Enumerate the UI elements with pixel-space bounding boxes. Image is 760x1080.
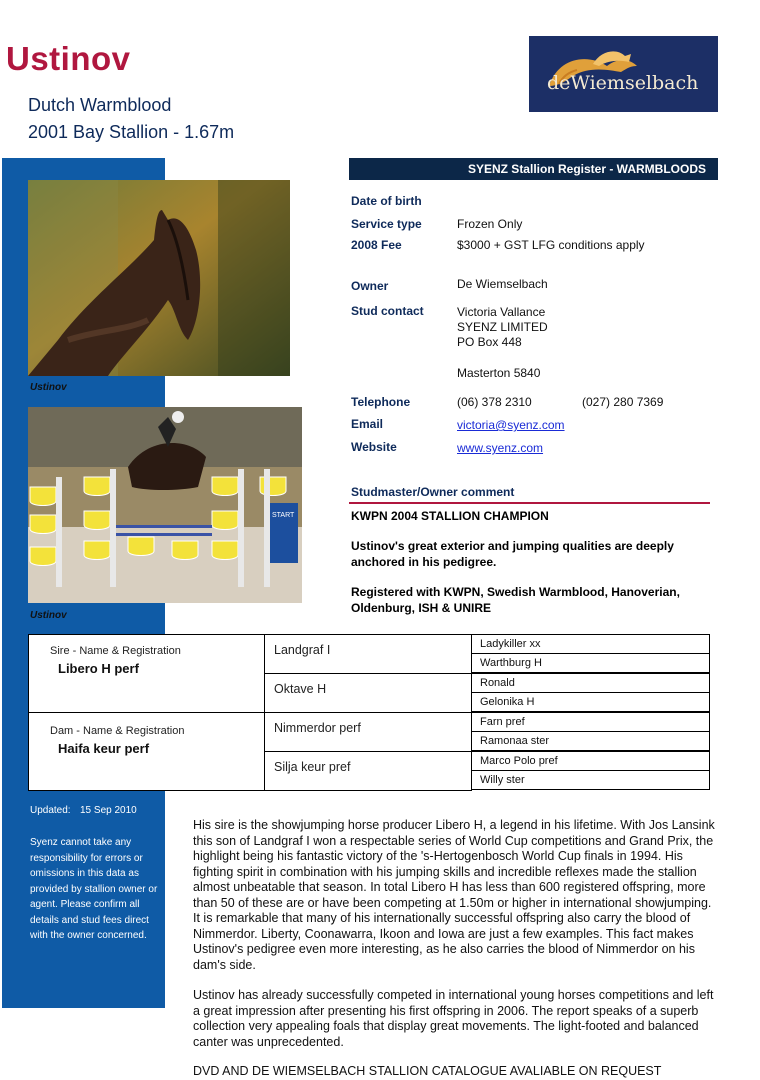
page-title: Ustinov — [6, 40, 131, 77]
email-link[interactable]: victoria@syenz.com — [457, 418, 565, 432]
horse-description: 2001 Bay Stallion - 1.67m — [28, 122, 235, 142]
fee-value: $3000 + GST LFG conditions apply — [457, 238, 645, 252]
register-banner — [349, 158, 718, 180]
great-grandparent-box — [471, 712, 710, 732]
great-grandparent-name: Willy ster — [480, 774, 525, 786]
great-grandparent-box — [471, 751, 710, 771]
sire-name: Libero H perf — [58, 661, 139, 676]
service-type-value: Frozen Only — [457, 217, 523, 231]
dam-label: Dam - Name & Registration — [50, 725, 185, 737]
jumping-photo — [28, 407, 302, 603]
comment-registrations: Registered with KWPN, Swedish Warmblood, Hanoverian, Oldenburg, ISH & UNIRE — [351, 585, 680, 615]
great-grandparent-name: Ladykiller xx — [480, 638, 541, 650]
great-grandparent-box — [471, 673, 710, 693]
grandparent-box — [264, 634, 472, 674]
mobile-value: (027) 280 7369 — [582, 395, 664, 409]
disclaimer-text: Syenz cannot take any responsibility for errors or omissions in this data as provided by stallion owner or agent. Please confirm all details and stud fees direct with the owner concerned. — [30, 837, 158, 941]
fee-label: 2008 Fee — [351, 238, 402, 252]
grandparent-name: Nimmerdor perf — [274, 721, 361, 735]
stud-contact-line: Masterton 5840 — [457, 366, 541, 380]
grandparent-box — [264, 673, 472, 713]
great-grandparent-box — [471, 634, 710, 654]
sire-box — [28, 634, 265, 713]
great-grandparent-box — [471, 653, 710, 673]
great-grandparent-box — [471, 731, 710, 751]
great-grandparent-box — [471, 692, 710, 712]
stud-contact-line — [457, 350, 548, 365]
stud-contact-line: PO Box 448 — [457, 335, 522, 349]
dam-name: Haifa keur perf — [58, 741, 150, 756]
body-paragraph: His sire is the showjumping horse producer Libero H, a legend in his lifetime. With Jos Lansink this son of Landgraf I won a respectable series of World Cup competitions and Grand Prix, the highlight being his fantastic victory of the 's-Hertogenbosch World Cup finals in 1994. His fighting spirit in combination with his jumping skills and incredible reflexes made the stallion almost unbeatable that season. In total Libero H has less than 600 registered offspring, more than 50 of these are or have been competing at 1.50m or higher in international showjumping. It is remarkable that many of his internationally successful offspring also carry the blood of Nimmerdor. Liberty, Coonawarra, Ikoon and Iowa are just a few examples. This fact makes Ustinov's pedigree even more interesting, as he also carries the blood of Nimmerdor on his dam's side. — [193, 818, 715, 972]
email-label: Email — [351, 417, 384, 431]
great-grandparent-name: Ronald — [480, 677, 515, 689]
stud-contact-label: Stud contact — [351, 304, 424, 318]
brand-logo — [529, 36, 718, 112]
stud-contact-line: SYENZ LIMITED — [457, 320, 548, 334]
telephone-value: (06) 378 2310 — [457, 395, 532, 409]
service-type-label: Service type — [351, 217, 422, 231]
logo-text: deWiemselbach — [547, 72, 699, 94]
grandparent-name: Oktave H — [274, 682, 327, 696]
register-banner-text: SYENZ Stallion Register - WARMBLOODS — [467, 162, 706, 176]
website-link[interactable]: www.syenz.com — [457, 441, 544, 455]
grandparent-box — [264, 712, 472, 752]
stud-contact-value — [457, 305, 548, 381]
great-grandparent-name: Gelonika H — [480, 696, 535, 708]
grandparent-name: Landgraf I — [274, 643, 331, 657]
comment-champion: KWPN 2004 STALLION CHAMPION — [351, 509, 549, 523]
sire-label: Sire - Name & Registration — [50, 645, 181, 657]
horse-portrait-photo — [28, 180, 290, 376]
svg-text:START: START — [272, 512, 295, 519]
great-grandparent-name: Warthburg H — [480, 657, 542, 669]
website-label: Website — [351, 440, 397, 454]
comment-divider — [349, 502, 710, 504]
great-grandparent-name: Farn pref — [480, 716, 525, 728]
comment-exterior: Ustinov's great exterior and jumping qualities are deeply anchored in his pedigree. — [351, 539, 674, 569]
stud-contact-line: Victoria Vallance — [457, 305, 546, 319]
updated-label: Updated: — [30, 805, 71, 816]
photo-caption: Ustinov — [30, 382, 67, 393]
owner-value: De Wiemselbach — [457, 277, 548, 291]
great-grandparent-box — [471, 770, 710, 790]
body-paragraph: Ustinov has already successfully competed in international young horses competitions and left a great impression after presenting his first offspring in 2006. The report speaks of a superb collection very appealing foals that display great movements. The light-footed and balanced canter was unprecedented. — [193, 988, 714, 1049]
grandparent-name: Silja keur pref — [274, 760, 351, 774]
photo-caption: Ustinov — [30, 610, 67, 621]
dob-label: Date of birth — [351, 194, 422, 208]
great-grandparent-name: Ramonaa ster — [480, 735, 550, 747]
owner-label: Owner — [351, 279, 389, 293]
telephone-label: Telephone — [351, 395, 411, 409]
breed-label: Dutch Warmblood — [28, 95, 172, 115]
grandparent-box — [264, 751, 472, 791]
great-grandparent-name: Marco Polo pref — [480, 755, 558, 767]
dam-box — [28, 712, 265, 791]
updated-date: 15 Sep 2010 — [80, 805, 137, 816]
catalogue-note: DVD AND DE WIEMSELBACH STALLION CATALOGUE AVALIABLE ON REQUEST — [193, 1064, 662, 1078]
comment-heading: Studmaster/Owner comment — [351, 485, 515, 499]
